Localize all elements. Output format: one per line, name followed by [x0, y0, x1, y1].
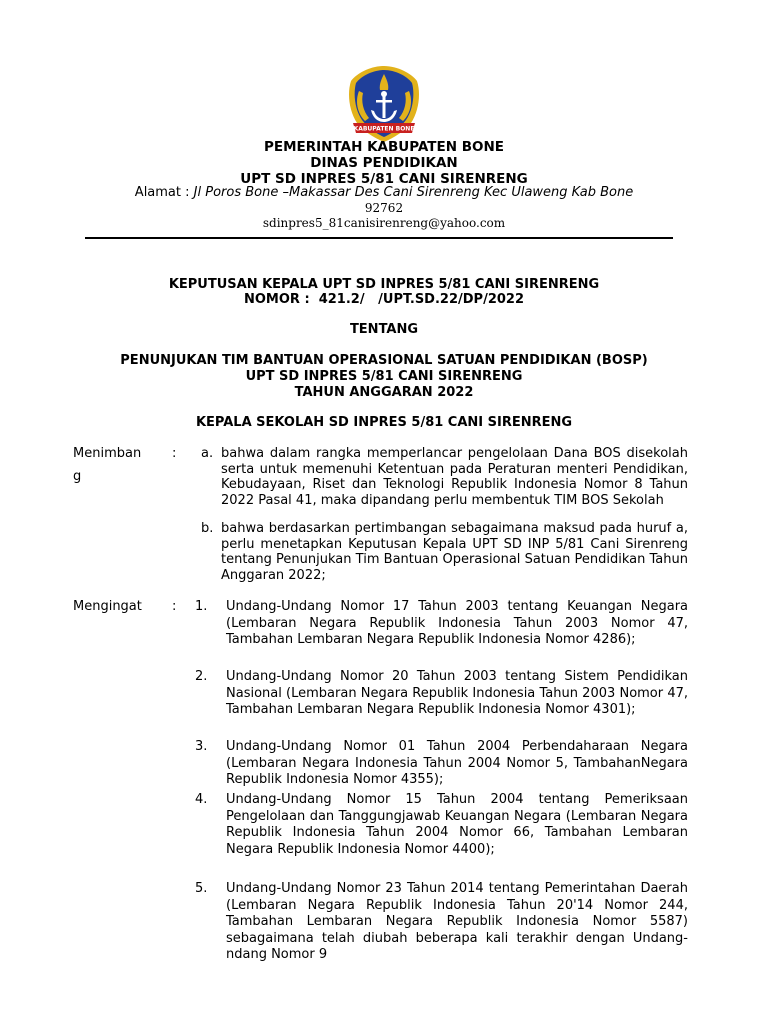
decree-subject-line2: UPT SD INPRES 5/81 CANI SIRENRENG [245, 369, 523, 384]
decree-number: NOMOR : 421.2/ /UPT.SD.22/DP/2022 [244, 292, 524, 307]
decree-subject-line3: TAHUN ANGGARAN 2022 [294, 385, 474, 400]
menimbang-label-wrap: g [73, 469, 82, 484]
decree-subject-line1: PENUNJUKAN TIM BANTUAN OPERASIONAL SATUAN PENDIDIKAN (BOSP) [120, 353, 648, 368]
mengingat-item: Undang-Undang Nomor 20 Tahun 2003 tentang Sistem Pendidikan Nasional (Lembaran Negara Republik Indonesia Tahun 2003 Nomor 47, Tambahan Lembaran Negara Republik Indonesia Nomor 4301); [226, 669, 688, 718]
logo-ribbon-text: KABUPATEN BONE [353, 125, 415, 133]
address-value: Jl Poros Bone –Makassar Des Cani Sirenreng Kec Ulaweng Kab Bone [193, 185, 634, 200]
mengingat-item: Undang-Undang Nomor 01 Tahun 2004 Perbendaharaan Negara (Lembaran Negara Indonesia Tahun 2004 Nomor 5, TambahanNegara Republik Indonesia Nomor 4355); [226, 739, 688, 788]
mengingat-item-marker: 2. [195, 669, 208, 684]
decree-title: KEPUTUSAN KEPALA UPT SD INPRES 5/81 CANI SIRENRENG [168, 277, 600, 292]
mengingat-item: Undang-Undang Nomor 17 Tahun 2003 tentang Keuangan Negara (Lembaran Negara Republik Indonesia Tahun 2003 Nomor 47, Tambahan Lembaran Negara Republik Indonesia Nomor 4286); [226, 599, 688, 648]
letterhead-government: PEMERINTAH KABUPATEN BONE [263, 139, 505, 155]
mengingat-item-marker: 5. [195, 881, 208, 896]
mengingat-label: Mengingat [73, 599, 142, 614]
letterhead-department: DINAS PENDIDIKAN [310, 155, 458, 171]
letterhead-postal-code: 92762 [364, 201, 404, 215]
mengingat-item: Undang-Undang Nomor 15 Tahun 2004 tentang Pemeriksaan Pengelolaan dan Tanggungjawab Keuangan Negara (Lembaran Negara Republik Indonesia Tahun 2004 Nomor 66, Tambahan Lembaran Negara Republik Indonesia Nomor 4400); [226, 792, 688, 857]
address-label: Alamat : [134, 185, 190, 200]
letterhead-school: UPT SD INPRES 5/81 CANI SIRENRENG [240, 171, 528, 187]
kabupaten-bone-emblem-icon [345, 63, 423, 145]
menimbang-item: bahwa berdasarkan pertimbangan sebagaimana maksud pada huruf a, perlu menetapkan Keputusan Kepala UPT SD INP 5/81 Cani Sirenreng tentang Penunjukan Tim Bantuan Operasional Satuan Pendidikan Tahun Anggaran 2022; [221, 521, 688, 583]
decree-about-label: TENTANG [349, 322, 419, 337]
decree-issuer: KEPALA SEKOLAH SD INPRES 5/81 CANI SIRENRENG [195, 415, 573, 430]
menimbang-colon: : [172, 446, 177, 461]
letterhead-divider [85, 237, 673, 239]
mengingat-item-marker: 4. [195, 792, 208, 807]
menimbang-item: bahwa dalam rangka memperlancar pengelolaan Dana BOS disekolah serta untuk memenuhi Ketentuan pada Peraturan menteri Pendidikan, Kebudayaan, Riset dan Teknologi Republik Indonesia Nomor 8 Tahun 2022 Pasal 41, maka dipandang perlu membentuk TIM BOS Sekolah [221, 446, 688, 508]
letterhead-address [0, 185, 768, 201]
menimbang-item-marker: b. [201, 521, 214, 536]
mengingat-item: Undang-Undang Nomor 23 Tahun 2014 tentang Pemerintahan Daerah (Lembaran Negara Republik Indonesia Tahun 20'14 Nomor 244, Tambahan Lembaran Negara Republik Indonesia Nomor 5587) sebagaimana telah diubah beberapa kali terakhir dengan Undang- ndang Nomor 9 [226, 881, 688, 963]
letterhead-email: sdinpres5_81canisirenreng@yahoo.com [262, 216, 506, 230]
menimbang-item-marker: a. [201, 446, 214, 461]
mengingat-item-marker: 1. [195, 599, 208, 614]
menimbang-label: Menimban [73, 446, 142, 461]
mengingat-item-marker: 3. [195, 739, 208, 754]
mengingat-colon: : [172, 599, 177, 614]
